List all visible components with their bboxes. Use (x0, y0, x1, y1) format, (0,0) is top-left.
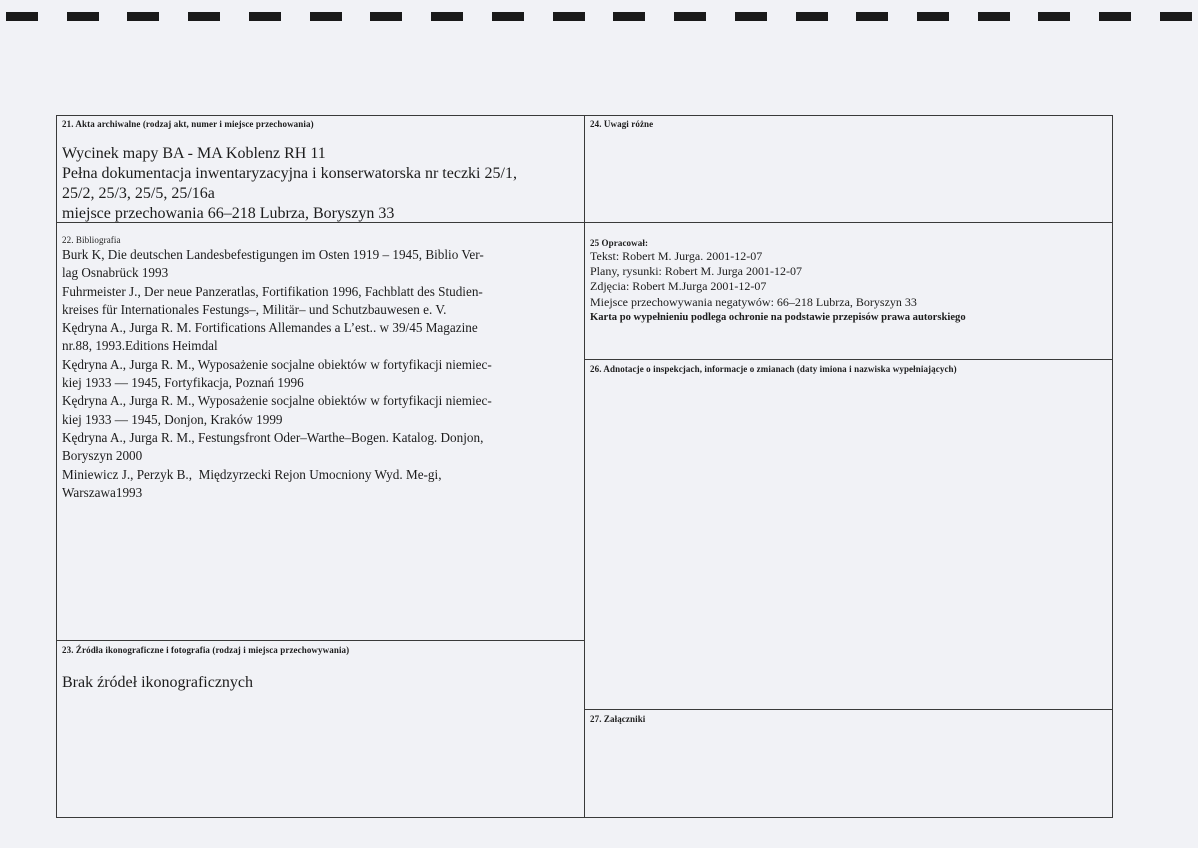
bibliography-line: Boryszyn 2000 (62, 448, 143, 464)
section-21-line: miejsce przechowania 66–218 Lubrza, Boryszyn 33 (62, 205, 395, 222)
section-26-heading: 26. Adnotacje o inspekcjach, informacje o zmianach (daty imiona i nazwiska wypełniających) (590, 364, 957, 374)
section-22-heading: 22. Bibliografia (62, 235, 121, 245)
binding-hole (1038, 12, 1070, 21)
section-25-line: Plany, rysunki: Robert M. Jurga 2001-12-07 (590, 264, 802, 279)
bibliography-line: Kędryna A., Jurga R. M., Wyposażenie socjalne obiektów w fortyfikacji niemiec- (62, 356, 492, 372)
section-25-line: Zdjęcia: Robert M.Jurga 2001-12-07 (590, 279, 767, 294)
binding-hole (431, 12, 463, 21)
bibliography-line: kreises für Internationales Festungs–, Militär– und Schutzbauwesen e. V. (62, 301, 447, 317)
section-25-line: Miejsce przechowywania negatywów: 66–218 Lubrza, Boryszyn 33 (590, 294, 917, 309)
binding-hole (188, 12, 220, 21)
section-21-line: Pełna dokumentacja inwentaryzacyjna i konserwatorska nr teczki 25/1, (62, 165, 517, 182)
binding-hole (249, 12, 281, 21)
bibliography-line: Kędryna A., Jurga R. M., Festungsfront Oder–Warthe–Bogen. Katalog. Donjon, (62, 429, 484, 445)
section-22-body (62, 246, 579, 502)
binding-hole (856, 12, 888, 21)
bibliography-line: lag Osnabrück 1993 (62, 265, 169, 281)
section-27-heading: 27. Załączniki (590, 714, 646, 724)
section-26-inspection-annotations (584, 359, 1113, 710)
binding-hole (127, 12, 159, 21)
section-24-heading: 24. Uwagi różne (590, 119, 654, 129)
bibliography-line: Kędryna A., Jurga R. M. Fortifications Allemandes a L’est.. w 39/45 Magazine (62, 320, 478, 336)
bibliography-line: Kędryna A., Jurga R. M., Wyposażenie socjalne obiektów w fortyfikacji niemiec- (62, 393, 492, 409)
section-25-line: Tekst: Robert M. Jurga. 2001-12-07 (590, 249, 763, 263)
copyright-note: Karta po wypełnieniu podlega ochronie na podstawie przepisów prawa autorskiego (590, 311, 966, 323)
section-23-heading: 23. Źródła ikonograficzne i fotografia (rodzaj i miejsca przechowywania) (62, 645, 350, 655)
section-25-heading: 25 Opracował: (590, 238, 649, 248)
binding-hole (978, 12, 1010, 21)
bibliography-line: Fuhrmeister J., Der neue Panzeratlas, Fortifikation 1996, Fachblatt des Studien- (62, 283, 483, 299)
section-24-various-notes (584, 115, 1113, 223)
binding-hole (735, 12, 767, 21)
section-25-body (590, 249, 1107, 325)
binding-hole (674, 12, 706, 21)
binding-hole (492, 12, 524, 21)
section-21-archival-records (56, 115, 585, 223)
section-21-line: Wycinek mapy BA - MA Koblenz RH 11 (62, 145, 326, 162)
binding-hole (613, 12, 645, 21)
bibliography-line: kiej 1933 — 1945, Fortyfikacja, Poznań 1996 (62, 375, 304, 391)
binding-hole (1160, 12, 1192, 21)
bibliography-line: Warszawa1993 (62, 484, 143, 500)
bibliography-line: Miniewicz J., Perzyk B., Międzyrzecki Rejon Umocniony Wyd. Me-gi, (62, 466, 442, 482)
section-21-line: 25/2, 25/3, 25/5, 25/16a (62, 185, 215, 202)
binding-hole (67, 12, 99, 21)
binding-hole (796, 12, 828, 21)
section-23-body: Brak źródeł ikonograficznych (62, 674, 254, 691)
binding-holes (0, 12, 1198, 22)
bibliography-line: kiej 1933 — 1945, Donjon, Kraków 1999 (62, 411, 283, 427)
binding-hole (1099, 12, 1131, 21)
binding-hole (6, 12, 38, 21)
section-27-attachments (584, 709, 1113, 818)
section-22-bibliography (56, 222, 585, 641)
binding-hole (917, 12, 949, 21)
binding-hole (553, 12, 585, 21)
section-25-prepared-by (584, 222, 1113, 360)
bibliography-line: nr.88, 1993.Editions Heimdal (62, 338, 218, 354)
bibliography-line: Burk K, Die deutschen Landesbefestigungen im Osten 1919 – 1945, Biblio Ver- (62, 247, 484, 262)
section-23-iconographic-sources (56, 640, 585, 818)
section-21-heading: 21. Akta archiwalne (rodzaj akt, numer i miejsce przechowania) (62, 119, 314, 129)
section-21-body (62, 144, 579, 223)
binding-hole (310, 12, 342, 21)
binding-hole (370, 12, 402, 21)
